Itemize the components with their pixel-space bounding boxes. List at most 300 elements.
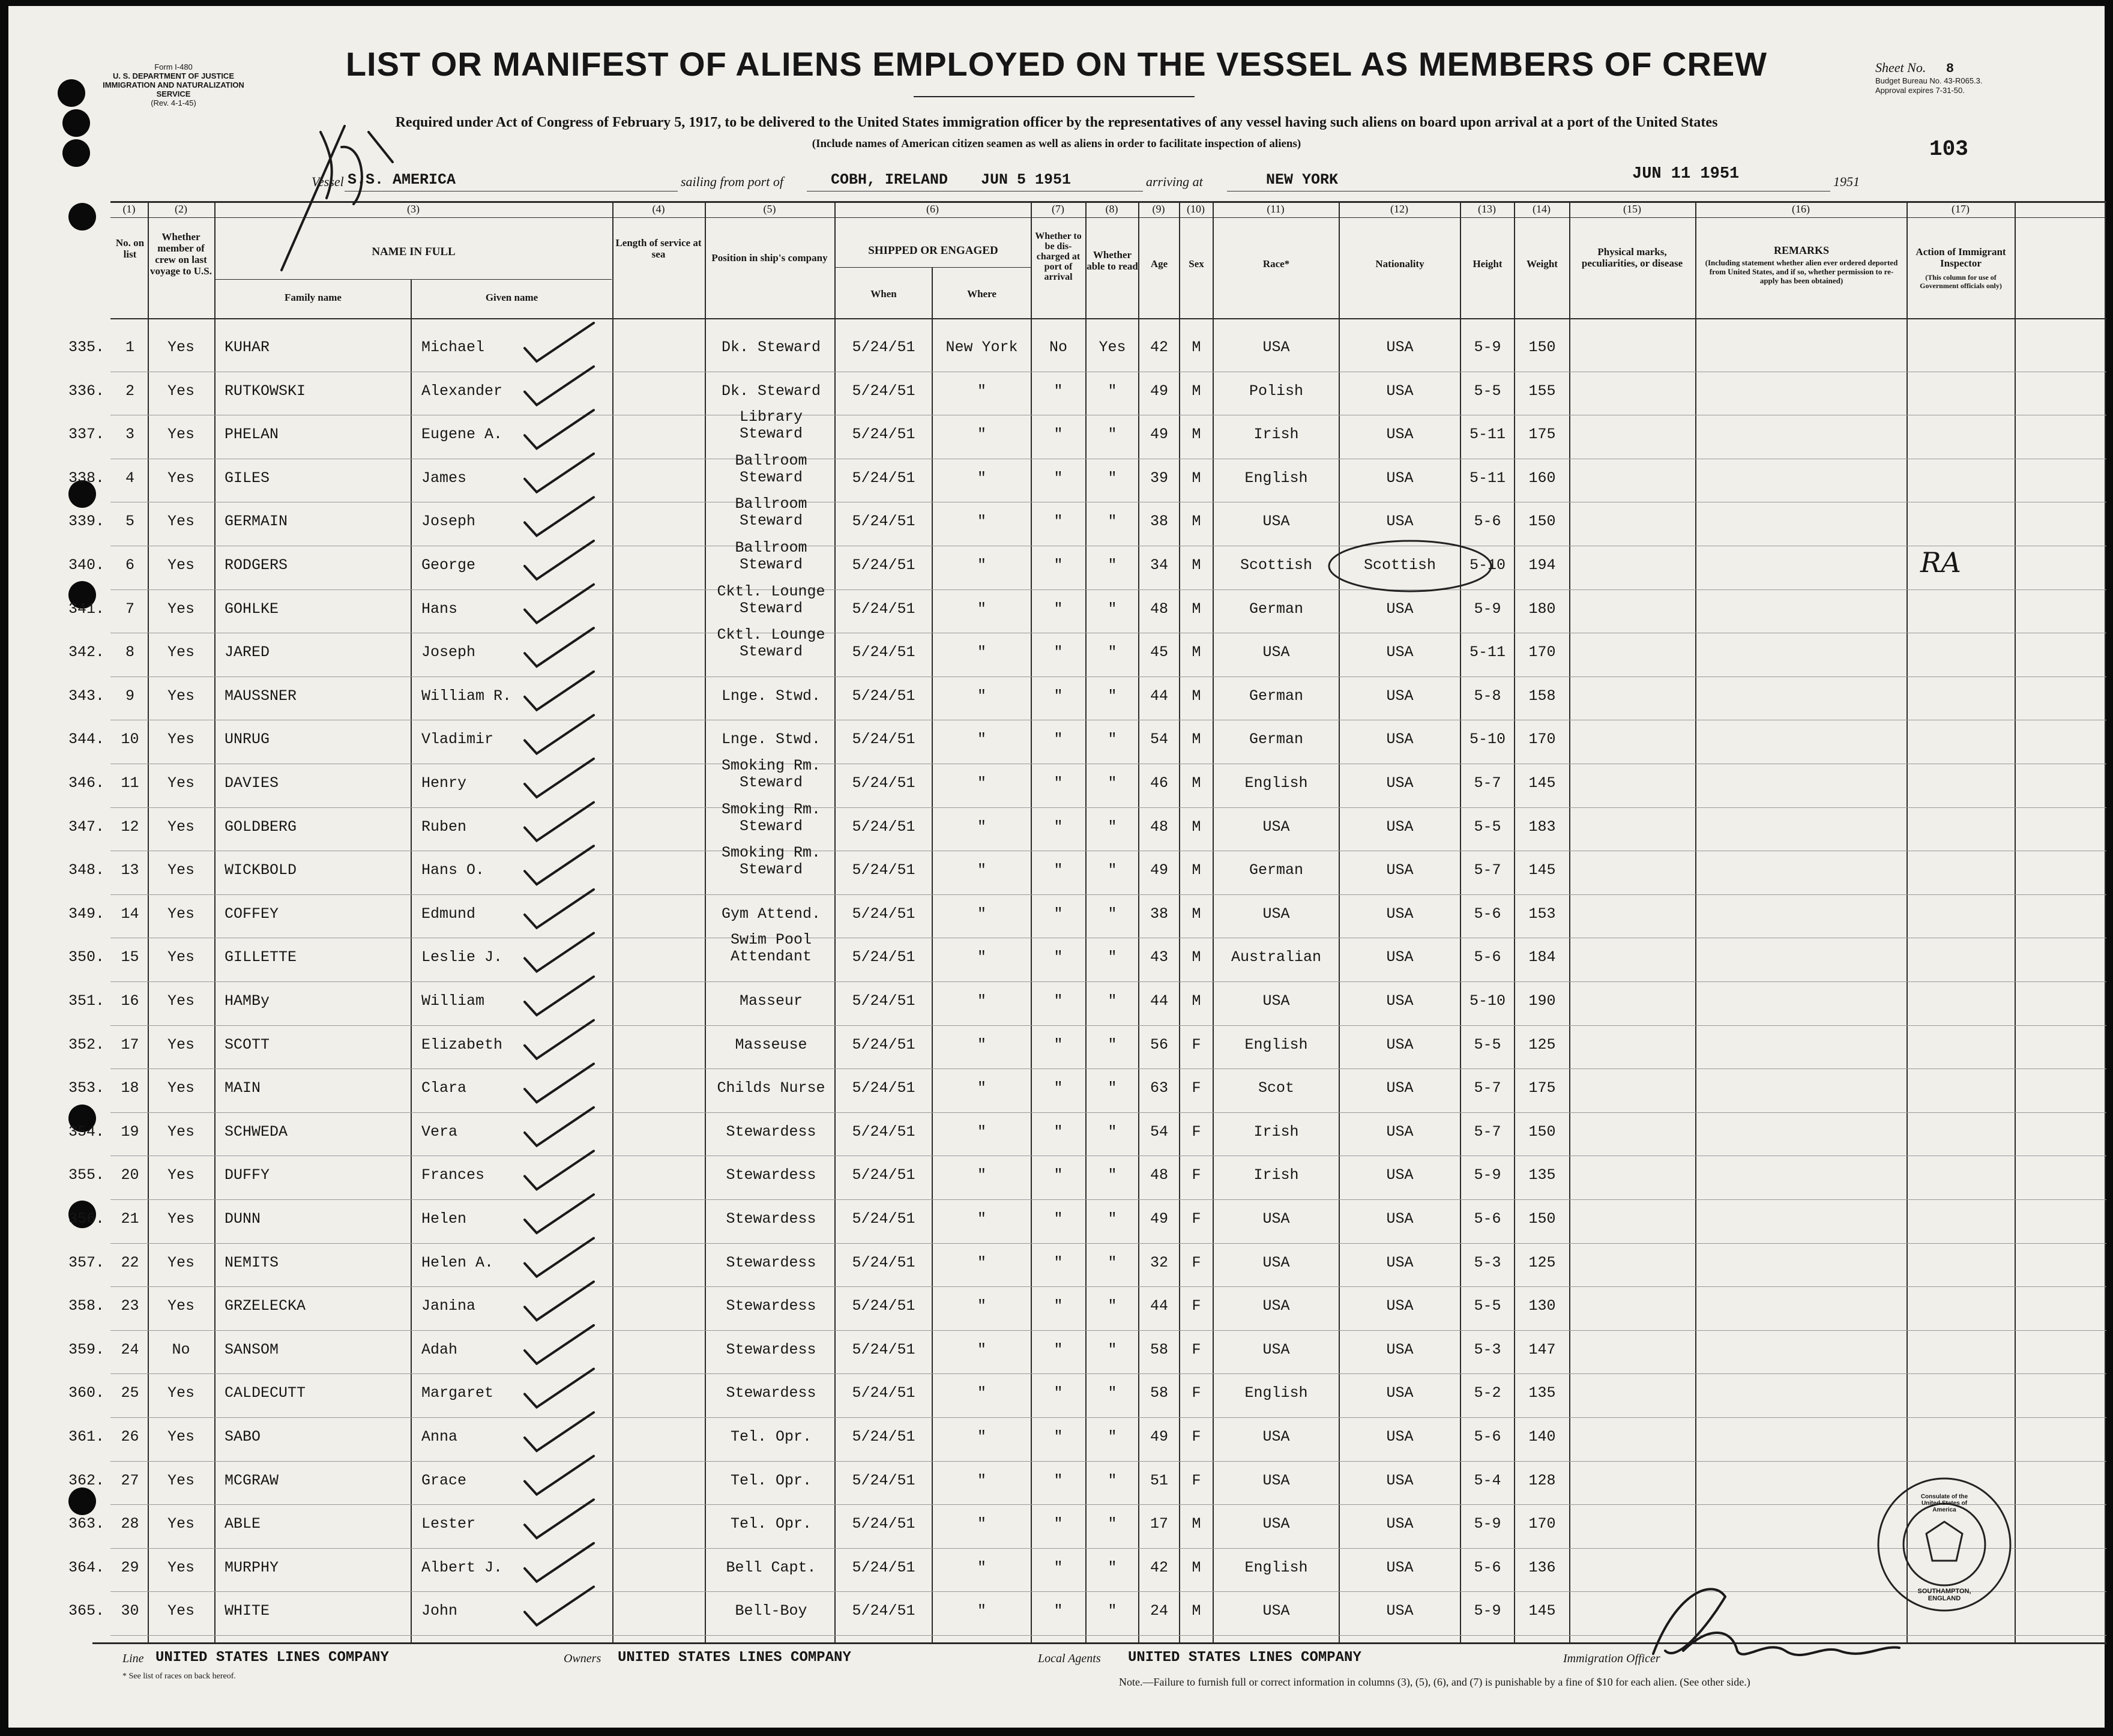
header-weight: Weight [1527,258,1558,270]
column-number: (10) [1187,203,1205,215]
row-number: 8 [125,643,134,662]
row-number: 17 [121,1035,139,1053]
nationality: USA [1386,1166,1414,1184]
row-number: 28 [121,1515,139,1533]
header-age: Age [1150,258,1168,270]
crew-last-voyage: Yes [167,731,194,749]
weight: 128 [1528,1471,1556,1489]
revision: (Rev. 4-1-45) [151,98,196,107]
position: Cktl. Lounge Steward [717,582,825,617]
nationality: USA [1386,426,1414,444]
height: 5-7 [1474,1079,1501,1097]
shipped-where: " [977,1602,986,1620]
nationality: USA [1386,339,1414,356]
able-to-read: " [1108,600,1117,618]
row-number: 7 [125,600,134,618]
weight: 125 [1528,1253,1556,1271]
row-number: 9 [125,687,134,705]
column-number: (15) [1623,203,1641,215]
crew-last-voyage: No [172,1340,190,1358]
check-mark-icon [525,977,594,1015]
race: USA [1262,339,1290,356]
shipped-where: " [977,382,986,400]
position: Library Steward [739,408,803,443]
check-mark-icon [525,1587,594,1625]
margin-line-number: 340. [68,556,105,574]
given-name: Margaret [421,1384,494,1402]
crew-last-voyage: Yes [167,1079,194,1097]
weight: 155 [1528,382,1556,400]
penalty-note: Note.—Failure to furnish full or correct information in columns (3), (5), (6), and (7) is punishable by a fine of $10 for each alien. (See other side.) [1119,1676,1750,1688]
owners-label: Owners [564,1652,601,1665]
header-height: Height [1472,258,1503,270]
shipped-when: 5/24/51 [852,556,915,574]
able-to-read: " [1108,905,1117,923]
weight: 170 [1528,643,1556,662]
able-to-read: " [1108,1515,1117,1533]
position: Cktl. Lounge Steward [717,626,825,661]
margin-line-number: 352. [68,1035,105,1053]
check-mark-icon [525,1238,594,1277]
row-number: 24 [121,1340,139,1358]
race: English [1244,1384,1308,1402]
margin-line-number: 364. [68,1558,105,1576]
row-number: 16 [121,992,139,1010]
row-number: 1 [125,339,134,356]
shipped-when: 5/24/51 [852,1123,915,1141]
column-number: (5) [763,203,776,215]
shipped-when: 5/24/51 [852,731,915,749]
height: 5-5 [1474,1035,1501,1053]
height: 5-7 [1474,774,1501,792]
height: 5-10 [1469,992,1506,1010]
to-be-discharged: " [1053,992,1063,1010]
sex: M [1192,861,1201,879]
shipped-when: 5/24/51 [852,513,915,531]
races-note: * See list of races on back hereof. [122,1672,236,1681]
header-name-in-full: NAME IN FULL [372,246,456,258]
manifest-page [8,6,2105,1728]
crew-last-voyage: Yes [167,1297,194,1315]
nationality: USA [1386,1297,1414,1315]
height: 5-11 [1469,643,1506,662]
pen-scrawl-icon [282,126,393,270]
crew-last-voyage: Yes [167,339,194,356]
margin-line-number: 347. [68,818,105,836]
race: USA [1262,1515,1290,1533]
to-be-discharged: " [1053,643,1063,662]
check-mark-icon [525,933,594,971]
shipped-when: 5/24/51 [852,469,915,487]
row-number: 22 [121,1253,139,1271]
column-number: (13) [1478,203,1496,215]
row-number: 6 [125,556,134,574]
shipped-where: " [977,426,986,444]
crew-last-voyage: Yes [167,1471,194,1489]
inspector-initials: RA [1920,546,1961,579]
able-to-read: " [1108,992,1117,1010]
position: Gym Attend. [721,905,821,923]
crew-last-voyage: Yes [167,1384,194,1402]
to-be-discharged: " [1053,513,1063,531]
sheet-number-value: 8 [1946,61,1955,76]
age: 38 [1150,513,1168,531]
height: 5-7 [1474,861,1501,879]
race: USA [1262,1297,1290,1315]
check-mark-icon [525,1412,594,1451]
check-mark-icon [525,1020,594,1059]
shipped-when: 5/24/51 [852,1428,915,1445]
to-be-discharged: " [1053,1340,1063,1358]
margin-line-number: 343. [68,687,105,705]
margin-line-number: 361. [68,1428,105,1445]
shipped-when: 5/24/51 [852,774,915,792]
agents-label: Local Agents [1038,1652,1101,1665]
to-be-discharged: " [1053,556,1063,574]
to-be-discharged: No [1049,339,1067,356]
family-name: SABO [225,1428,261,1445]
row-number: 10 [121,731,139,749]
height: 5-6 [1474,1428,1501,1445]
check-mark-icon [525,1369,594,1407]
given-name: Albert J. [421,1558,503,1576]
row-number: 11 [121,774,139,792]
position: Stewardess [726,1297,816,1315]
shipped-when: 5/24/51 [852,948,915,966]
race: Polish [1249,382,1303,400]
age: 49 [1150,426,1168,444]
header-remarks-sub: (Including statement whether alien ever ordered deported from United States, and if so, whether permission to re-apply has been obtained) [1705,258,1898,285]
nationality: USA [1386,1558,1414,1576]
given-name: Grace [421,1471,467,1489]
column-number: (11) [1267,203,1285,215]
able-to-read: " [1108,1035,1117,1053]
weight: 150 [1528,1123,1556,1141]
column-number: (14) [1533,203,1551,215]
race: Scot [1258,1079,1294,1097]
weight: 194 [1528,556,1556,574]
able-to-read: " [1108,1558,1117,1576]
age: 38 [1150,905,1168,923]
row-number: 30 [121,1602,139,1620]
able-to-read: " [1108,1602,1117,1620]
age: 42 [1150,1558,1168,1576]
position: Stewardess [726,1166,816,1184]
shipped-where: " [977,1558,986,1576]
stamp-oval-icon [1329,541,1491,591]
shipped-where: " [977,1166,986,1184]
nationality: USA [1386,905,1414,923]
position: Tel. Opr. [730,1515,812,1533]
family-name: PHELAN [225,426,279,444]
sex: M [1192,992,1201,1010]
sex: F [1192,1166,1201,1184]
crew-last-voyage: Yes [167,1166,194,1184]
nationality: USA [1386,992,1414,1010]
crew-last-voyage: Yes [167,513,194,531]
race: USA [1262,1253,1290,1271]
race: USA [1262,1602,1290,1620]
check-mark-icon [525,1108,594,1146]
position: Stewardess [726,1340,816,1358]
weight: 183 [1528,818,1556,836]
inspector-signature-icon [1653,1589,1899,1655]
weight: 184 [1528,948,1556,966]
weight: 158 [1528,687,1556,705]
given-name: Lester [421,1515,476,1533]
column-number: (3) [407,203,420,215]
position: Bell-Boy [735,1602,807,1620]
able-to-read: " [1108,382,1117,400]
shipped-where: " [977,1297,986,1315]
race: German [1249,687,1303,705]
age: 49 [1150,861,1168,879]
departure-date: JUN 5 1951 [981,171,1072,188]
given-name: George [421,556,476,574]
age: 58 [1150,1384,1168,1402]
race: Irish [1253,1166,1299,1184]
able-to-read: " [1108,1297,1117,1315]
row-number: 3 [125,426,134,444]
crew-last-voyage: Yes [167,1602,194,1620]
sex: M [1192,774,1201,792]
height: 5-7 [1474,1123,1501,1141]
family-name: UNRUG [225,731,270,749]
shipped-when: 5/24/51 [852,1471,915,1489]
check-mark-icon [525,410,594,448]
age: 32 [1150,1253,1168,1271]
to-be-discharged: " [1053,1471,1063,1489]
to-be-discharged: " [1053,382,1063,400]
line-label: Line [122,1652,144,1665]
position: Smoking Rm. Steward [721,844,821,879]
weight: 147 [1528,1340,1556,1358]
shipped-when: 5/24/51 [852,1297,915,1315]
position: Lnge. Stwd. [721,687,821,705]
family-name: MCGRAW [225,1471,279,1489]
nationality: Scottish [1363,556,1436,574]
height: 5-10 [1469,556,1506,574]
sheet-label: Sheet No. [1875,60,1926,75]
margin-line-number: 337. [68,426,105,444]
able-to-read: " [1108,948,1117,966]
race: German [1249,600,1303,618]
to-be-discharged: " [1053,1253,1063,1271]
shipped-where: " [977,1210,986,1228]
nationality: USA [1386,1079,1414,1097]
family-name: WICKBOLD [225,861,297,879]
race: English [1244,1558,1308,1576]
weight: 190 [1528,992,1556,1010]
shipped-where: " [977,1515,986,1533]
margin-line-number: 351. [68,992,105,1010]
row-number: 27 [121,1471,139,1489]
header-nationality: Nationality [1375,258,1424,270]
race: English [1244,469,1308,487]
sex: F [1192,1384,1201,1402]
crew-last-voyage: Yes [167,948,194,966]
crew-last-voyage: Yes [167,818,194,836]
height: 5-6 [1474,905,1501,923]
margin-line-number: 355. [68,1166,105,1184]
family-name: GILES [225,469,270,487]
position: Bell Capt. [726,1558,816,1576]
position: Swim Pool Attendant [730,931,812,966]
weight: 145 [1528,1602,1556,1620]
able-to-read: " [1108,1471,1117,1489]
weight: 125 [1528,1035,1556,1053]
row-number: 4 [125,469,134,487]
nationality: USA [1386,1428,1414,1445]
crew-last-voyage: Yes [167,905,194,923]
table-right-border [2105,201,2106,1642]
crew-last-voyage: Yes [167,600,194,618]
check-mark-icon [525,1499,594,1538]
height: 5-9 [1474,1515,1501,1533]
crew-last-voyage: Yes [167,382,194,400]
department: U. S. DEPARTMENT OF JUSTICE [113,71,234,80]
crew-last-voyage: Yes [167,1123,194,1141]
to-be-discharged: " [1053,948,1063,966]
race: USA [1262,1428,1290,1445]
nationality: USA [1386,469,1414,487]
able-to-read: " [1108,1428,1117,1445]
to-be-discharged: " [1053,1384,1063,1402]
check-mark-icon [525,1325,594,1364]
nationality: USA [1386,1515,1414,1533]
family-name: GILLETTE [225,948,297,966]
to-be-discharged: " [1053,600,1063,618]
shipped-when: 5/24/51 [852,1079,915,1097]
able-to-read: " [1108,469,1117,487]
margin-line-number: 336. [68,382,105,400]
header-where: Where [967,288,996,300]
given-name: Henry [421,774,467,792]
header-action-sub: (This column for use of Government officials only) [1920,273,2002,290]
header-given-name: Given name [485,292,538,303]
family-name: MAUSSNER [225,687,297,705]
family-name: JARED [225,643,270,662]
age: 56 [1150,1035,1168,1053]
column-number: (2) [175,203,187,215]
given-name: Vladimir [421,731,494,749]
family-name: WHITE [225,1602,270,1620]
nationality: USA [1386,1253,1414,1271]
sex: M [1192,556,1201,574]
shipped-when: 5/24/51 [852,600,915,618]
sex: M [1192,731,1201,749]
given-name: James [421,469,467,487]
sex: F [1192,1035,1201,1053]
position: Tel. Opr. [730,1471,812,1489]
given-name: Edmund [421,905,476,923]
nationality: USA [1386,731,1414,749]
header-race: Race* [1262,258,1290,270]
sex: M [1192,948,1201,966]
margin-line-number: 346. [68,774,105,792]
header-crew-last-voyage: Whether member of crew on last voyage to U.S. [150,231,212,277]
vessel-label: Vessel [312,174,344,189]
position: Ballroom Steward [735,539,807,573]
race: USA [1262,513,1290,531]
shipped-when: 5/24/51 [852,1210,915,1228]
able-to-read: " [1108,1210,1117,1228]
to-be-discharged: " [1053,818,1063,836]
header-discharged: Whether to be dis-charged at port of arrival [1035,231,1082,282]
margin-line-number: 359. [68,1340,105,1358]
sex: M [1192,1515,1201,1533]
to-be-discharged: " [1053,1602,1063,1620]
position: Stewardess [726,1253,816,1271]
crew-last-voyage: Yes [167,643,194,662]
given-name: Helen [421,1210,467,1228]
race: USA [1262,643,1290,662]
race: USA [1262,1210,1290,1228]
sex: F [1192,1210,1201,1228]
family-name: GRZELECKA [225,1297,306,1315]
age: 17 [1150,1515,1168,1533]
nationality: USA [1386,513,1414,531]
age: 48 [1150,600,1168,618]
given-name: Clara [421,1079,467,1097]
shipped-when: 5/24/51 [852,992,915,1010]
crew-last-voyage: Yes [167,1035,194,1053]
able-to-read: " [1108,1340,1117,1358]
shipped-when: 5/24/51 [852,1340,915,1358]
row-number: 23 [121,1297,139,1315]
height: 5-4 [1474,1471,1501,1489]
sex: F [1192,1253,1201,1271]
family-name: RUTKOWSKI [225,382,306,400]
check-mark-icon [525,672,594,710]
weight: 135 [1528,1166,1556,1184]
to-be-discharged: " [1053,905,1063,923]
sex: M [1192,469,1201,487]
form-number: Form I-480 [154,62,193,71]
able-to-read: " [1108,513,1117,531]
margin-line-number: 339. [68,513,105,531]
header-remarks: REMARKS [1773,244,1829,256]
row-number: 2 [125,382,134,400]
sex: M [1192,513,1201,531]
position: Lnge. Stwd. [721,731,821,749]
nationality: USA [1386,1340,1414,1358]
age: 24 [1150,1602,1168,1620]
check-marks [525,323,594,1625]
position: Tel. Opr. [730,1428,812,1445]
race: USA [1262,992,1290,1010]
check-mark-icon [525,846,594,884]
shipped-where: " [977,1035,986,1053]
able-to-read: " [1108,731,1117,749]
able-to-read: " [1108,861,1117,879]
sex: M [1192,382,1201,400]
family-name: ABLE [225,1515,261,1533]
to-be-discharged: " [1053,1079,1063,1097]
height: 5-6 [1474,1210,1501,1228]
position: Dk. Steward [721,339,821,356]
column-number: (9) [1152,203,1165,215]
sex: M [1192,1558,1201,1576]
family-name: GOLDBERG [225,818,297,836]
check-mark-icon [525,628,594,666]
shipped-where: " [977,1253,986,1271]
to-be-discharged: " [1053,1123,1063,1141]
given-name: Michael [421,339,485,356]
shipped-where: " [977,1079,986,1097]
crew-last-voyage: Yes [167,992,194,1010]
family-name: SCOTT [225,1035,270,1053]
